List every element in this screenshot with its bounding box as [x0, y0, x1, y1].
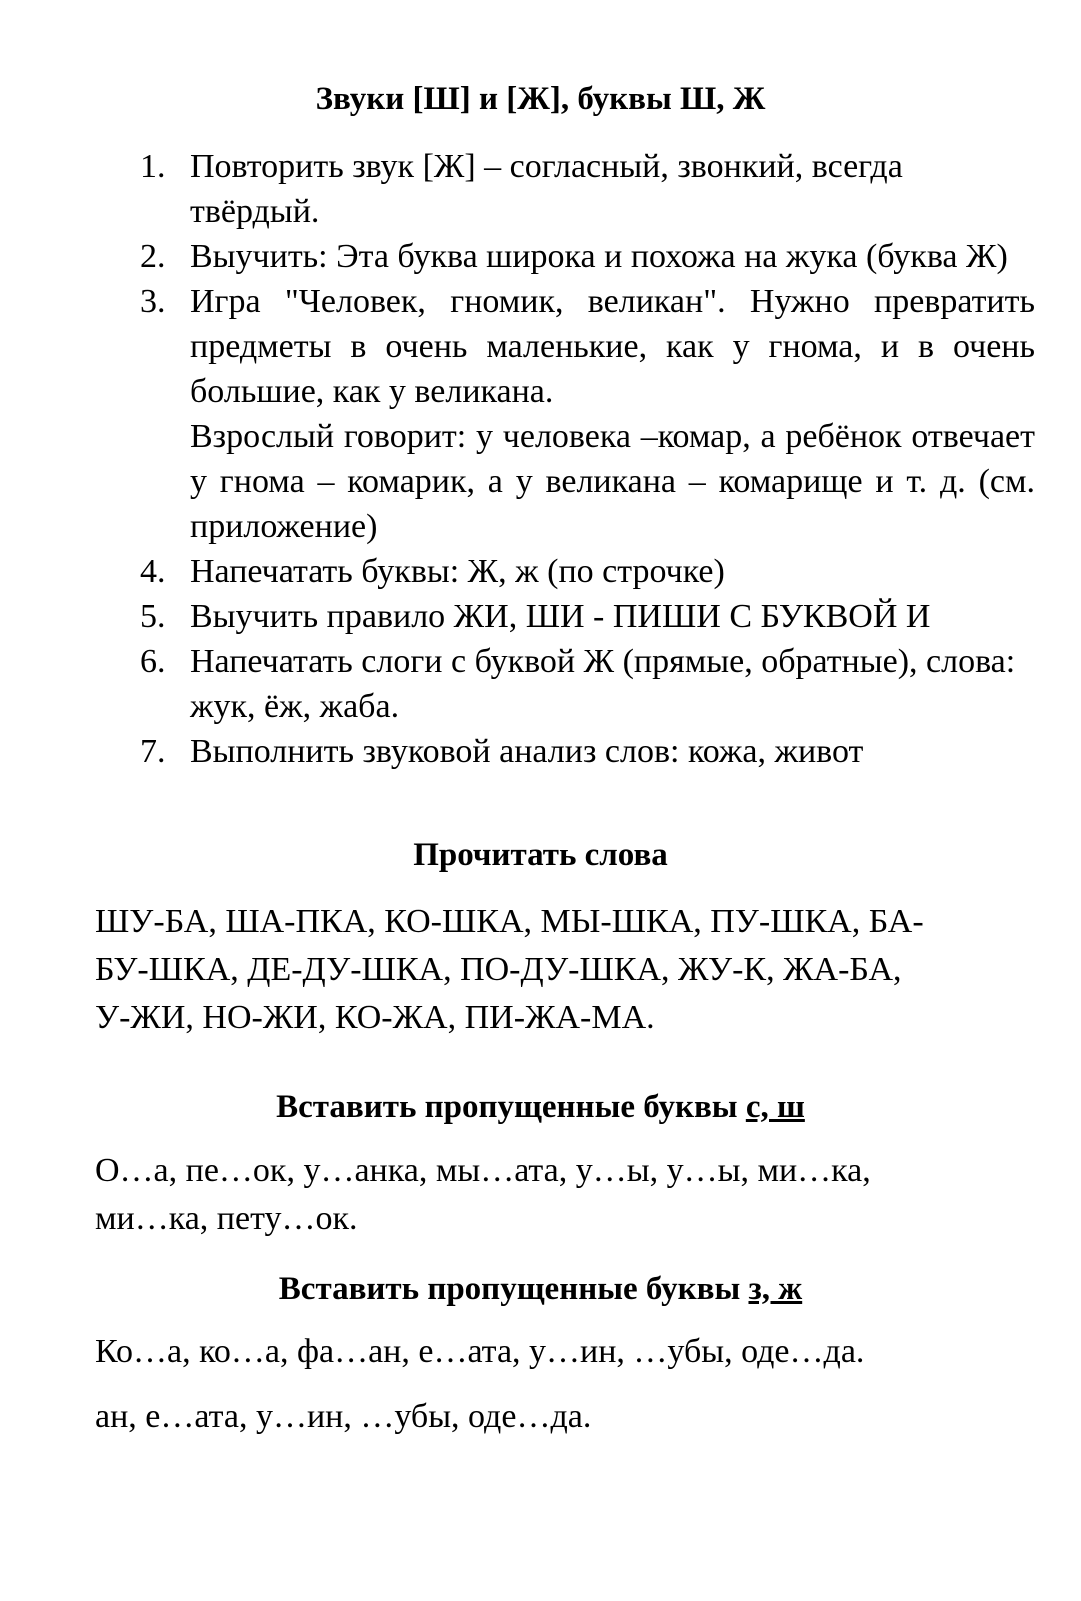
- exercise-line-repeat: ан, е…ата, у…ин, …убы, оде…да.: [95, 1398, 592, 1435]
- read-words-line: БУ-ШКА, ДЕ-ДУ-ШКА, ПО-ДУ-ШКА, ЖУ-К, ЖА-БА,: [95, 951, 902, 988]
- list-item: [140, 144, 1035, 234]
- list-item-number: 1.: [140, 148, 166, 185]
- list-item: [140, 639, 1035, 729]
- exercise-line: ми…ка, пету…ок.: [95, 1200, 358, 1237]
- insert-letters: с, ш: [745, 1089, 805, 1125]
- page-title: Звуки [Ш] и [Ж], буквы Ш, Ж: [315, 81, 766, 117]
- list-item-number: 6.: [140, 643, 166, 680]
- list-item-text: Выучить: Эта буква широка и похожа на жука (буква Ж): [190, 238, 1008, 275]
- list-item-number: 5.: [140, 598, 166, 635]
- list-item-text: Игра "Человек, гномик, великан". Нужно превратить предметы в очень маленькие, как у гнома, и в очень большие, как у великана.: [190, 283, 1035, 410]
- list-item-number: 3.: [140, 283, 166, 320]
- exercise-line: Ко…а, ко…а, фа…ан, е…ата, у…ин, …убы, оде…да.: [95, 1333, 865, 1370]
- list-item-text: Выучить правило ЖИ, ШИ - ПИШИ С БУКВОЙ И: [190, 598, 931, 635]
- list-item-text-continued: Взрослый говорит: у человека –комар, а ребёнок отвечает у гнома – комарик, а у великана – комарище и т. д. (см. приложение): [190, 418, 1035, 545]
- list-item: [140, 729, 1035, 774]
- insert-s-sh-exercise: [95, 1147, 1000, 1243]
- read-words-text: [95, 898, 1000, 1042]
- list-item-text: Выполнить звуковой анализ слов: кожа, живот: [190, 733, 864, 770]
- insert-s-sh-heading: [0, 1087, 1081, 1127]
- exercise-line: О…а, пе…ок, у…анка, мы…ата, у…ы, у…ы, ми…ка,: [95, 1152, 871, 1189]
- insert-z-zh-heading: [0, 1269, 1081, 1309]
- list-item-text: Напечатать слоги с буквой Ж (прямые, обратные), слова: жук, ёж, жаба.: [190, 643, 1016, 725]
- list-item-text: Напечатать буквы: Ж, ж (по строчке): [190, 553, 725, 590]
- insert-heading-text: Вставить пропущенные буквы: [278, 1271, 749, 1307]
- list-item-number: 2.: [140, 238, 166, 275]
- list-item-text: Повторить звук [Ж] – согласный, звонкий, всегда твёрдый.: [190, 148, 903, 230]
- read-words-line: У-ЖИ, НО-ЖИ, КО-ЖА, ПИ-ЖА-МА.: [95, 999, 655, 1036]
- list-item: [140, 279, 1035, 549]
- list-item: [140, 234, 1035, 279]
- list-item: [140, 594, 1035, 639]
- insert-heading-text: Вставить пропущенные буквы: [276, 1089, 746, 1125]
- task-list: [0, 144, 1081, 774]
- list-item-number: 7.: [140, 733, 166, 770]
- insert-letters: з, ж: [748, 1271, 803, 1307]
- list-item-number: 4.: [140, 553, 166, 590]
- list-item: [140, 549, 1035, 594]
- read-words-heading: Прочитать слова: [413, 837, 668, 873]
- read-words-line: ШУ-БА, ША-ПКА, КО-ШКА, МЫ-ШКА, ПУ-ШКА, БА-: [95, 903, 924, 940]
